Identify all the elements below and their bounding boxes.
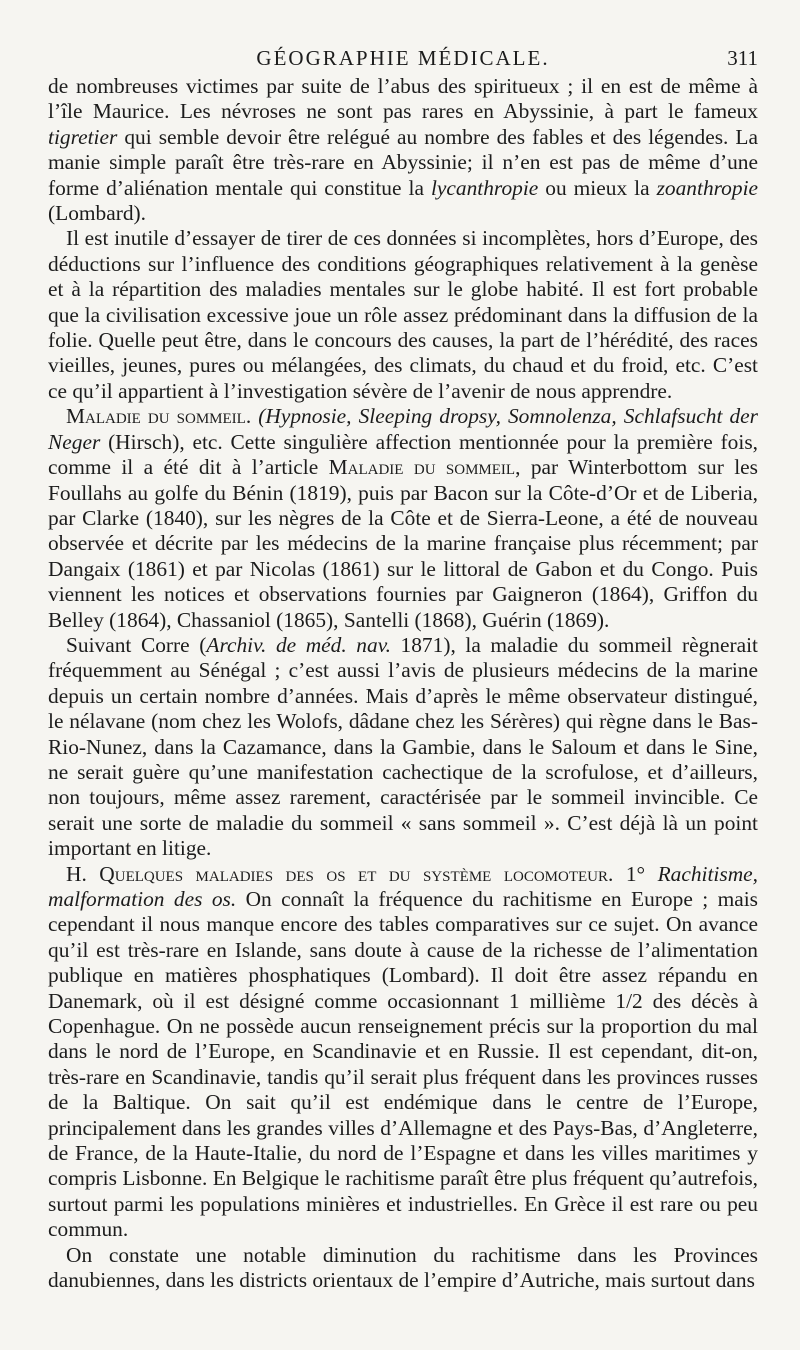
paragraph-3: Maladie du sommeil. (Hypnosie, Sleeping dropsy, Somnolenza, Schlafsucht der Neger (Hirsch), etc. Cette singulière affection mentionnée pour la première fois, comme il a été dit à l’article Maladie du sommeil, par Winterbottom sur les Foullahs au golfe du Bénin (1819), puis par Bacon sur la Côte-d’Or et de Liberia, par Clarke (1840), sur les nègres de la Côte et de Sierra-Leone, a été de nouveau observée et décrite par les médecins de la marine française plus récemment; par Dangaix (1861) et par Nicolas (1861) sur le littoral de Gabon et du Congo. Puis viennent les notices et observations fournies par Gaigneron (1864), Griffon du Belley (1864), Chassaniol (1865), Santelli (1868), Guérin (1869). <box>48 404 758 632</box>
paragraph-5: H. Quelques maladies des os et du système locomoteur. 1° Rachitisme, malformation des os. On connaît la fréquence du rachitisme en Europe ; mais cependant il nous manque encore des tables comparatives sur ce sujet. On avance qu’il est très-rare en Islande, sans doute à cause de la richesse de l’alimentation publique en matières phosphatiques (Lombard). Il doit être assez répandu en Danemark, où il est désigné comme occasionnant 1 millième 1/2 des décès à Copenhague. On ne possède aucun renseignement précis sur la proportion du mal dans le nord de l’Europe, en Scandinavie et en Russie. Il est cependant, dit-on, très-rare en Scandinavie, tandis qu’il serait plus fréquent dans les provinces russes de la Baltique. On sait qu’il est endémique dans le centre de l’Europe, principalement dans les grandes villes d’Allemagne et des Pays-Bas, d’Angleterre, de France, de la Haute-Italie, du nord de l’Espagne et dans les villes maritimes y compris Lisbonne. En Belgique le rachitisme paraît être plus fréquent qu’autrefois, surtout parmi les populations minières et industrielles. En Grèce il est rare ou peu commun. <box>48 861 758 1242</box>
paragraph-6: On constate une notable diminution du rachitisme dans les Provinces danubiennes, dans les districts orientaux de l’empire d’Autriche, mais surtout dans <box>48 1242 758 1293</box>
paragraph-4: Suivant Corre (Archiv. de méd. nav. 1871), la maladie du sommeil règnerait fréquemment au Sénégal ; c’est aussi l’avis de plusieurs médecins de la marine depuis un certain nombre d’années. Mais d’après le même observateur distingué, le nélavane (nom chez les Wolofs, dâdane chez les Sérères) qui règne dans le Bas-Rio-Nunez, dans la Cazamance, dans la Gambie, dans le Saloum et dans le Sine, ne serait guère qu’une manifestation cachectique de la scrofulose, et d’ailleurs, non toujours, même assez rarement, caractérisée par le sommeil invincible. Ce serait une sorte de maladie du sommeil « sans sommeil ». C’est déjà là un point important en litige. <box>48 632 758 861</box>
page-number: 311 <box>727 46 758 70</box>
paragraph-1: de nombreuses victimes par suite de l’abus des spiritueux ; il en est de même à l’île Maurice. Les névroses ne sont pas rares en Abyssinie, à part le fameux tigretier qui semble devoir être relégué au nombre des fables et des légendes. La manie simple paraît être très-rare en Abyssinie; il n’en est pas de même d’une forme d’aliénation mentale qui constitue la lycanthropie ou mieux la zoanthropie (Lombard). <box>48 74 759 226</box>
section-heading-maladie-du-sommeil: Maladie du sommeil. <box>66 404 252 429</box>
section-heading-maladies-des-os: H. Quelques maladies des os et du système locomoteur. <box>66 861 614 886</box>
paragraph-2: Il est inutile d’essayer de tirer de ces données si incomplètes, hors d’Europe, des déductions sur l’influence des conditions géographiques relativement à la genèse et à la répartition des maladies mentales sur le globe habité. Il est fort probable que la civilisation excessive joue un rôle assez prédominant dans la diffusion de la folie. Quelle peut être, dans le concours des causes, la part de l’hérédité, des races vieilles, jeunes, pures ou mélangées, des climats, du chaud et du froid, etc. C’est ce qu’il appartient à l’investigation sévère de l’avenir de nous apprendre. <box>48 226 758 403</box>
body-text <box>48 74 758 1294</box>
page-header <box>48 0 758 74</box>
running-title: GÉOGRAPHIE MÉDICALE. <box>256 46 550 70</box>
